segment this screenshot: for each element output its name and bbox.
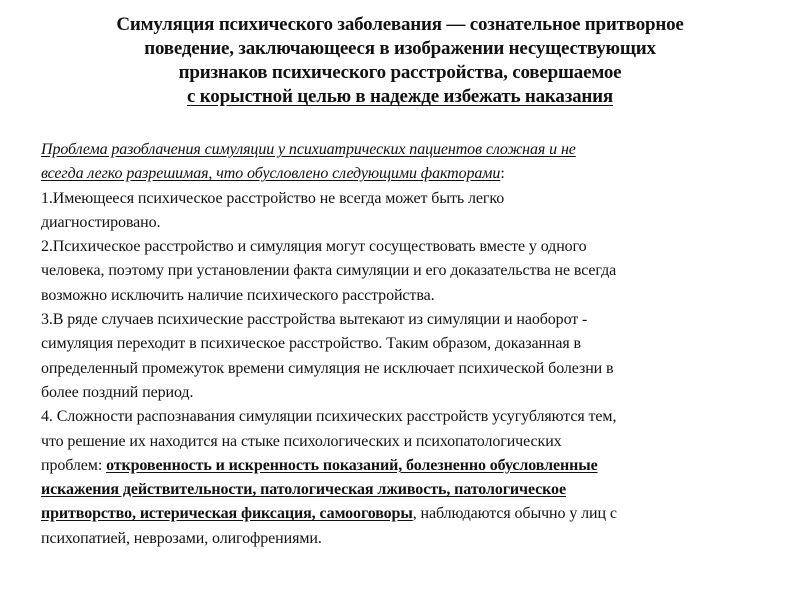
factor-3-line-2: симуляция переходит в психическое расстройство. Таким образом, доказанная в <box>41 335 582 353</box>
title-line-1: Симуляция психического заболевания — сознательное притворное <box>116 14 684 35</box>
factor-3 <box>41 308 781 405</box>
factor-4 <box>41 405 781 551</box>
factor-1 <box>41 187 781 236</box>
title-line-3: признаков психического расстройства, совершаемое <box>178 62 622 83</box>
factor-1-line-2: диагностировано. <box>41 213 161 231</box>
factor-2-line-3: возможно исключить наличие психического расстройства. <box>41 286 435 304</box>
factor-4-line-6: психопатией, неврозами, олигофрениями. <box>41 529 322 547</box>
factor-4-line-3-prefix: проблем: <box>41 456 107 474</box>
title-line-2: поведение, заключающееся в изображении несуществующих <box>144 38 656 59</box>
factor-4-emphasis-3: притворство, истерическая фиксация, самооговоры <box>41 505 413 523</box>
intro-colon: : <box>500 165 505 183</box>
factor-2 <box>41 235 781 308</box>
slide-title <box>40 13 760 109</box>
factor-4-line-1: 4. Сложности распознавания симуляции психических расстройств усугубляются тем, <box>41 408 617 426</box>
intro-line-2: всегда легко разрешимая, что обусловлено следующими факторами <box>41 165 501 183</box>
factor-4-line-5-suffix: , наблюдаются обычно у лиц с <box>412 505 617 523</box>
factor-3-line-1: 3.В ряде случаев психические расстройства вытекают из симуляции и наоборот - <box>41 311 588 329</box>
factor-4-line-2: что решение их находится на стыке психологических и психопатологических <box>41 432 562 450</box>
title-line-4: с корыстной целью в надежде избежать наказания <box>186 86 614 107</box>
factor-4-emphasis-2: искажения действительности, патологическая лживость, патологическое <box>41 481 566 499</box>
factor-4-emphasis-1: откровенность и искренность показаний, болезненно обусловленные <box>106 456 598 474</box>
intro-paragraph <box>41 138 781 187</box>
factor-3-line-4: более поздний период. <box>41 383 194 401</box>
slide-body <box>41 138 781 551</box>
intro-line-1: Проблема разоблачения симуляции у психиатрических пациентов сложная и не <box>41 141 576 158</box>
factor-2-line-1: 2.Психическое расстройство и симуляция могут сосуществовать вместе у одного <box>41 238 587 256</box>
factor-1-line-1: 1.Имеющееся психическое расстройство не всегда может быть легко <box>41 189 505 207</box>
factor-2-line-2: человека, поэтому при установлении факта симуляции и его доказательства не всегда <box>41 262 617 280</box>
factor-3-line-3: определенный промежуток времени симуляция не исключает психической болезни в <box>41 359 614 377</box>
